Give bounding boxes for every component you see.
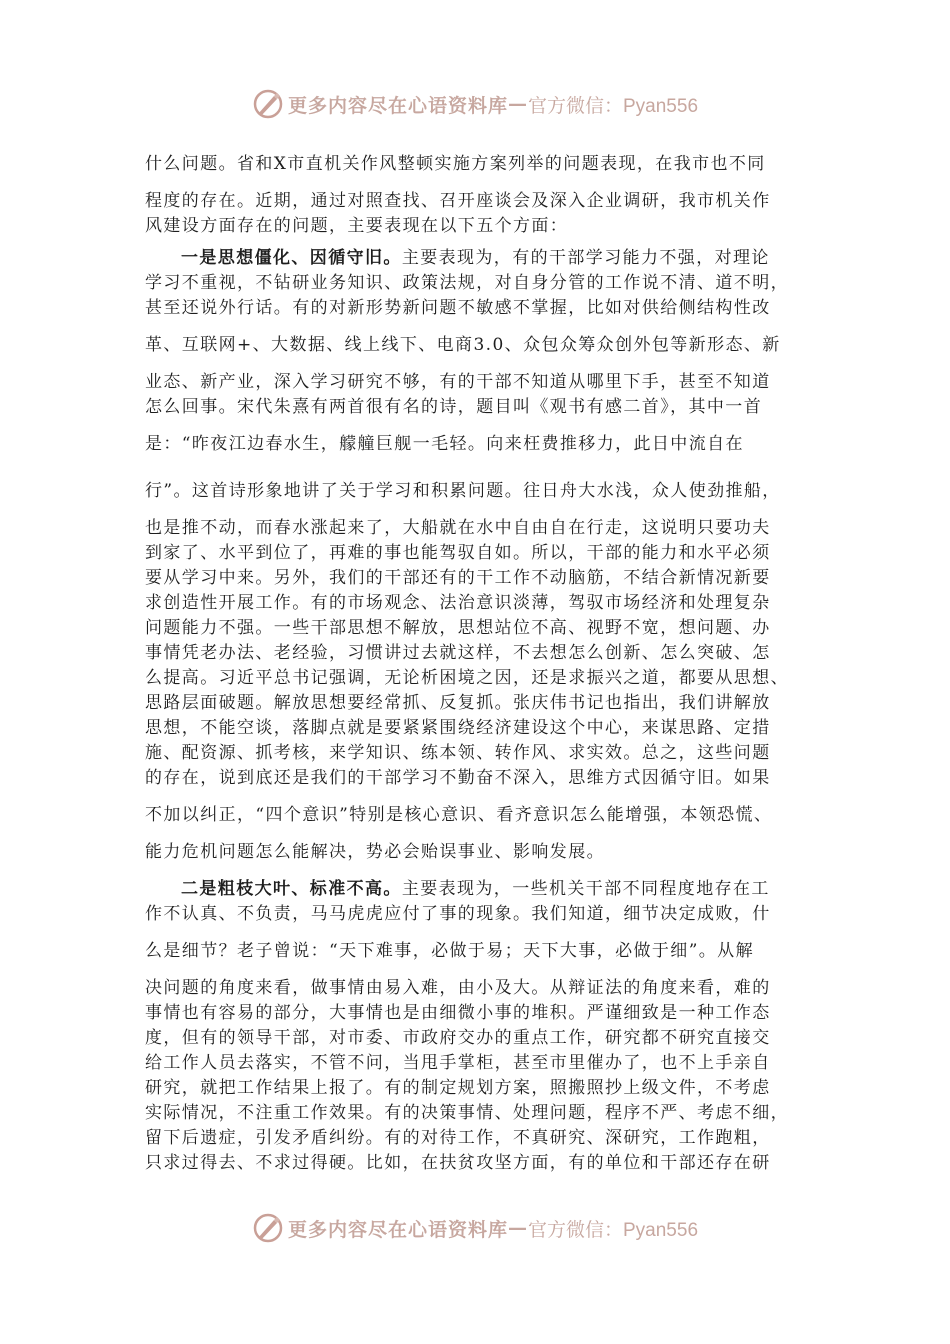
- paragraph-2-first-line: [145, 877, 817, 902]
- footer-watermark-banner: [0, 1208, 950, 1248]
- text-line: 求创造性开展工作。有的市场观念、法治意识淡薄，驾驭市场经济和处理复杂: [145, 593, 771, 613]
- text-line: 决问题的角度来看，做事情由易入难，由小及大。从辩证法的角度来看，难的: [145, 978, 771, 998]
- text-line: 么提高。习近平总书记强调，无论析困境之因，还是求振兴之道，都要从思想、: [145, 668, 789, 688]
- paragraph-1-first-line: [145, 246, 817, 271]
- text-line: 度，但有的领导干部，对市委、市政府交办的重点工作，研究都不研究直接交: [145, 1028, 771, 1048]
- text-line: 问题能力不强。一些干部思想不解放，思想站位不高、视野不宽，想问题、办: [145, 618, 771, 638]
- text-line: 给工作人员去落实，不管不问，当甩手掌柜，甚至市里催办了，也不上手亲自: [145, 1053, 771, 1073]
- text-line: 能力危机问题怎么能解决，势必会贻误事业、影响发展。: [145, 842, 605, 862]
- banner-dash: —: [508, 1217, 528, 1239]
- text-line: 到家了、水平到位了，再难的事也能驾驭自如。所以，干部的能力和水平必须: [145, 543, 771, 563]
- text-line: 作不认真、不负责，马马虎虎应付了事的现象。我们知道，细节决定成败，什: [145, 904, 771, 924]
- text-line: 风建设方面存在的问题，主要表现在以下五个方面：: [145, 216, 569, 236]
- text-line: 思路层面破题。解放思想要经常抓、反复抓。张庆伟书记也指出，我们讲解放: [145, 693, 771, 713]
- text-line: 么是细节？老子曾说：“天下难事，必做于易；天下大事，必做于细”。从解: [145, 941, 754, 961]
- paragraph-2-heading: 二是粗枝大叶、标准不高。: [181, 879, 402, 899]
- pen-circle-logo-icon: [252, 88, 284, 120]
- text-line: 甚至还说外行话。有的对新形势新问题不敏感不掌握，比如对供给侧结构性改: [145, 298, 771, 318]
- banner-dash: —: [508, 93, 528, 115]
- banner-wechat: 官方微信：Pyan556: [528, 95, 699, 117]
- text-line: 什么问题。省和X市直机关作风整顿实施方案列举的问题表现，在我市也不同: [145, 154, 766, 174]
- text-line: 事情也有容易的部分，大事情也是由细微小事的堆积。严谨细致是一种工作态: [145, 1003, 771, 1023]
- paragraph-1-lead: 主要表现为，有的干部学习能力不强，对理论: [401, 248, 770, 268]
- text-line: 业态、新产业，深入学习研究不够，有的干部不知道从哪里下手，甚至不知道: [145, 372, 771, 392]
- text-line: 是：“昨夜江边春水生，艨艟巨舰一毛轻。向来枉费推移力，此日中流自在: [145, 434, 744, 454]
- text-line: 不加以纠正，“四个意识”特别是核心意识、看齐意识怎么能增强，本领恐慌、: [145, 805, 773, 825]
- text-line: 程度的存在。近期，通过对照查找、召开座谈会及深入企业调研，我市机关作: [145, 191, 771, 211]
- text-line: 革、互联网+、大数据、线上线下、电商3.0、众包众筹众创外包等新形态、新: [145, 335, 781, 355]
- text-line: 留下后遗症，引发矛盾纠纷。有的对待工作，不真研究、深研究，工作跑粗，: [145, 1128, 771, 1148]
- text-line: 要从学习中来。另外，我们的干部还有的干工作不动脑筋，不结合新情况新要: [145, 568, 771, 588]
- text-line: 怎么回事。宋代朱熹有两首很有名的诗，题目叫《观书有感二首》，其中一首: [145, 397, 763, 417]
- header-watermark-banner: [0, 84, 950, 124]
- text-line: 实际情况，不注重工作效果。有的决策事情、处理问题，程序不严、考虑不细，: [145, 1103, 789, 1123]
- text-line: 行”。这首诗形象地讲了关于学习和积累问题。往日舟大水浅，众人使劲推船，: [145, 481, 781, 501]
- text-line: 学习不重视，不钻研业务知识、政策法规，对自身分管的工作说不清、道不明，: [145, 273, 789, 293]
- document-body: [145, 152, 817, 1176]
- text-line: 只求过得去、不求过得硬。比如，在扶贫攻坚方面，有的单位和干部还存在研: [145, 1153, 771, 1173]
- banner-title: 更多内容尽在心语资料库: [287, 94, 508, 117]
- text-line: 事情凭老办法、老经验，习惯讲过去就这样，不去想怎么创新、怎么突破、怎: [145, 643, 771, 663]
- banner-wechat: 官方微信：Pyan556: [528, 1219, 699, 1241]
- pen-circle-logo-icon: [252, 1212, 284, 1244]
- paragraph-2-lead: 主要表现为，一些机关干部不同程度地存在工: [401, 879, 770, 899]
- text-line: 施、配资源、抓考核，来学知识、练本领、转作风、求实效。总之，这些问题: [145, 743, 771, 763]
- text-line: 也是推不动，而春水涨起来了，大船就在水中自由自在行走，这说明只要功夫: [145, 518, 771, 538]
- paragraph-1-heading: 一是思想僵化、因循守旧。: [181, 248, 402, 268]
- text-line: 的存在，说到底还是我们的干部学习不勤奋不深入，思维方式因循守旧。如果: [145, 768, 771, 788]
- text-line: 研究，就把工作结果上报了。有的制定规划方案，照搬照抄上级文件，不考虑: [145, 1078, 771, 1098]
- banner-title: 更多内容尽在心语资料库: [287, 1218, 508, 1241]
- text-line: 思想，不能空谈，落脚点就是要紧紧围绕经济建设这个中心，来谋思路、定措: [145, 718, 771, 738]
